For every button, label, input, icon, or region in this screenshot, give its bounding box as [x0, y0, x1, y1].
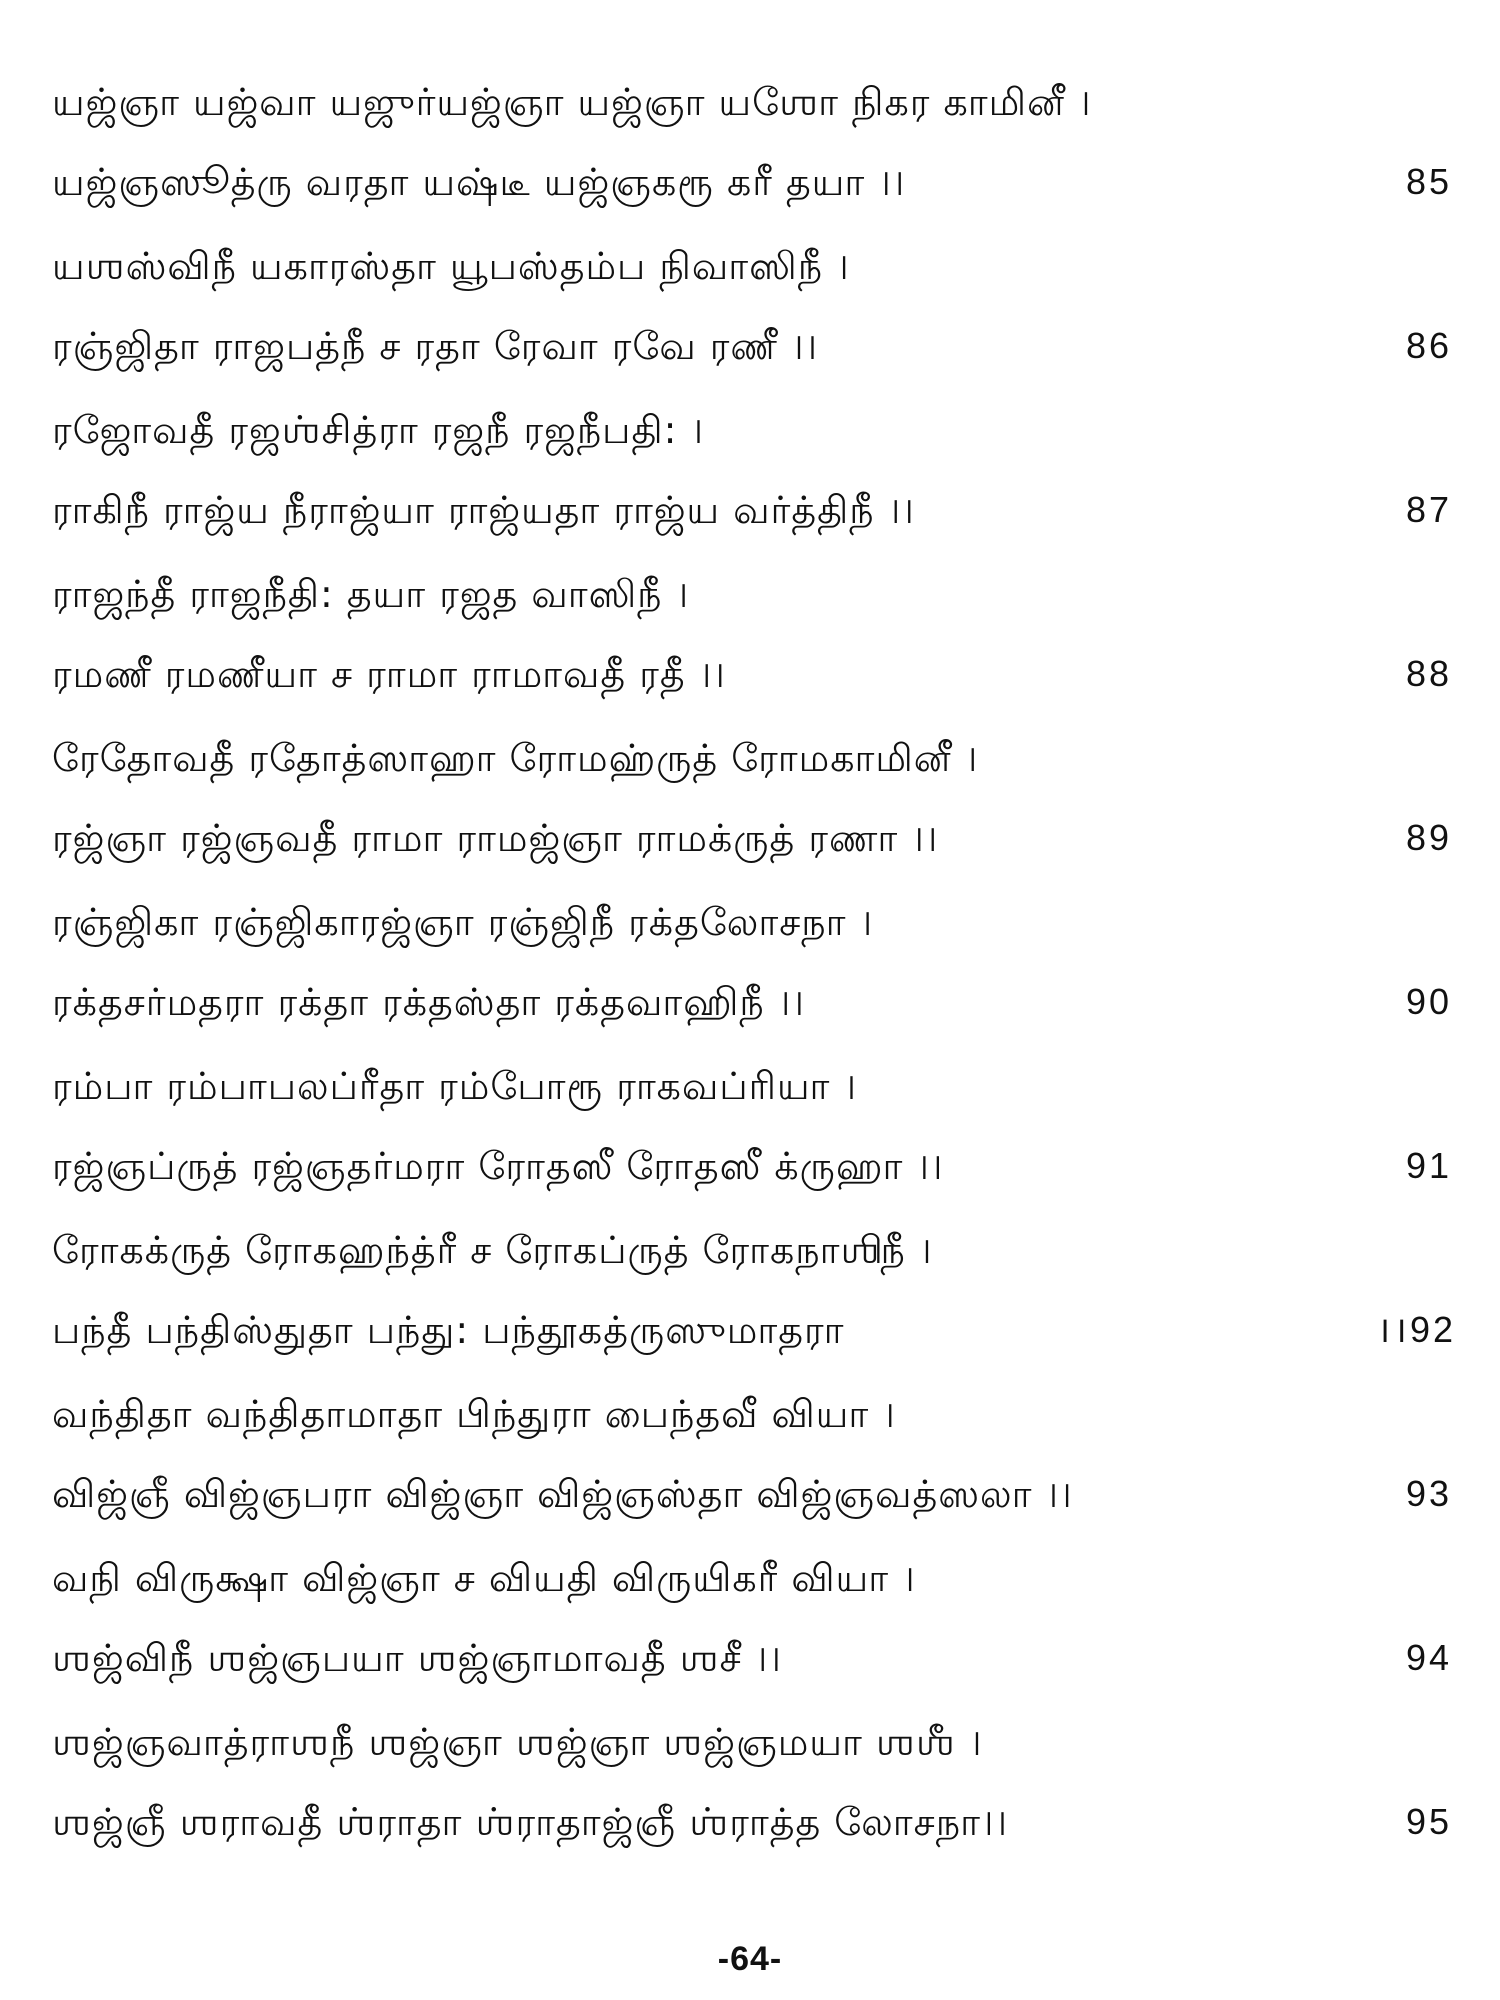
verse-line [52, 1782, 1452, 1862]
verse-89 [52, 718, 1452, 882]
verse-line [52, 470, 1452, 550]
verse-list [52, 62, 1456, 1866]
verse-92 [52, 1210, 1456, 1374]
verse-line [52, 1374, 1452, 1454]
verse-number: 94 [1405, 1637, 1452, 1678]
verse-85 [52, 62, 1452, 226]
verse-line [52, 1454, 1452, 1534]
verse-number: 87 [1405, 489, 1452, 530]
verse-number: 93 [1405, 1473, 1452, 1514]
verse-95 [52, 1702, 1452, 1866]
verse-line [52, 306, 1452, 386]
verse-line [52, 62, 1452, 142]
verse-line [52, 1702, 1452, 1782]
verse-line-text: ரஜ்ஞா ரஜ்ஞவதீ ராமா ராமஜ்ஞா ராமக்ருத் ரணா ।। [52, 816, 939, 860]
verse-line-text: ஶஜ்ஞீ ஶராவதீ ஶ்ராதா ஶ்ராதாஜ்ஞீ ஶ்ராத்த லோசநா।। [52, 1800, 1009, 1844]
verse-number: ।।92 [1376, 1309, 1456, 1350]
verse-line [52, 1538, 1452, 1618]
verse-88 [52, 554, 1452, 718]
verse-93 [52, 1374, 1452, 1538]
verse-line [52, 142, 1452, 222]
verse-line [52, 798, 1452, 878]
verse-line [52, 1618, 1452, 1698]
verse-line-text: ரமணீ ரமணீயா ச ராமா ராமாவதீ ரதீ ।। [52, 652, 726, 696]
verse-line [52, 226, 1452, 306]
verse-number: 90 [1405, 981, 1452, 1022]
verse-line-text: ராஜந்தீ ராஜநீதி: தயா ரஜத வாஸிநீ । [52, 572, 690, 616]
verse-91 [52, 1046, 1452, 1210]
verse-line [52, 882, 1452, 962]
verse-line-text: வநி விருக்ஷா விஜ்ஞா ச வியதி விருயிகரீ வியா । [52, 1556, 916, 1600]
verse-line [52, 718, 1452, 798]
verse-line [52, 962, 1452, 1042]
verse-number: 85 [1405, 161, 1452, 202]
verse-number: 88 [1405, 653, 1452, 694]
verse-line-text: ரம்பா ரம்பாபலப்ரீதா ரம்போரூ ராகவப்ரியா । [52, 1064, 858, 1108]
verse-number: 89 [1405, 817, 1452, 858]
verse-line [52, 390, 1452, 470]
verse-line [52, 1210, 1452, 1290]
verse-number: 86 [1405, 325, 1452, 366]
verse-87 [52, 390, 1452, 554]
verse-line-text: ரஜ்ஞப்ருத் ரஜ்ஞதர்மரா ரோதஸீ ரோதஸீ க்ருஹா ।। [52, 1144, 944, 1188]
verse-line-text: ரஞ்ஜிதா ராஜபத்நீ ச ரதா ரேவா ரவே ரணீ ।। [52, 324, 819, 368]
verse-line-text: யஜ்ஞா யஜ்வா யஜுர்யஜ்ஞா யஜ்ஞா யஶோ நிகர காமினீ । [52, 80, 1092, 124]
verse-line-text: ரக்தசர்மதரா ரக்தா ரக்தஸ்தா ரக்தவாஹிநீ ।। [52, 980, 805, 1024]
verse-line-text: யஜ்ஞஸூத்ரு வரதா யஷ்டீ யஜ்ஞகரூ கரீ தயா ।। [52, 160, 906, 204]
verse-86 [52, 226, 1452, 390]
verse-line-text: ஶஜ்விநீ ஶஜ்ஞபயா ஶஜ்ஞாமாவதீ ஶசீ ।। [52, 1636, 782, 1680]
verse-94 [52, 1538, 1452, 1702]
verse-line-text: ரோகக்ருத் ரோகஹந்த்ரீ ச ரோகப்ருத் ரோகநாஶிநீ । [52, 1228, 933, 1272]
verse-line-text: ராகிநீ ராஜ்ய நீராஜ்யா ராஜ்யதா ராஜ்ய வர்த்திநீ ।। [52, 488, 915, 532]
verse-line [52, 1126, 1452, 1206]
verse-line-text: ரஜோவதீ ரஜஶ்சித்ரா ரஜநீ ரஜநீபதி: । [52, 408, 705, 452]
verse-line-text: ரஞ்ஜிகா ரஞ்ஜிகாரஜ்ஞா ரஞ்ஜிநீ ரக்தலோசநா । [52, 900, 874, 944]
verse-line [52, 1046, 1452, 1126]
verse-90 [52, 882, 1452, 1046]
verse-line-text: யஶஸ்விநீ யகாரஸ்தா யூபஸ்தம்ப நிவாஸிநீ । [52, 244, 850, 288]
verse-line-text: ஶஜ்ஞவாத்ராஶநீ ஶஜ்ஞா ஶஜ்ஞா ஶஜ்ஞமயா ஶஶீ । [52, 1720, 983, 1764]
verse-number: 91 [1405, 1145, 1452, 1186]
verse-line [52, 554, 1452, 634]
verse-line-text: விஜ்ஞீ விஜ்ஞபரா விஜ்ஞா விஜ்ஞஸ்தா விஜ்ஞவத்ஸலா ।। [52, 1472, 1073, 1516]
verse-line [52, 1290, 1456, 1370]
verse-line [52, 634, 1452, 714]
verse-number: 95 [1405, 1801, 1452, 1842]
verse-line-text: ரேதோவதீ ரதோத்ஸாஹா ரோமஹ்ருத் ரோமகாமினீ । [52, 736, 979, 780]
verse-line-text: பந்தீ பந்திஸ்துதா பந்து: பந்தூகத்ருஸுமாதரா [52, 1308, 845, 1352]
verse-line-text: வந்திதா வந்திதாமாதா பிந்துரா பைந்தவீ வியா । [52, 1392, 896, 1436]
page-number: -64- [717, 1940, 783, 1978]
